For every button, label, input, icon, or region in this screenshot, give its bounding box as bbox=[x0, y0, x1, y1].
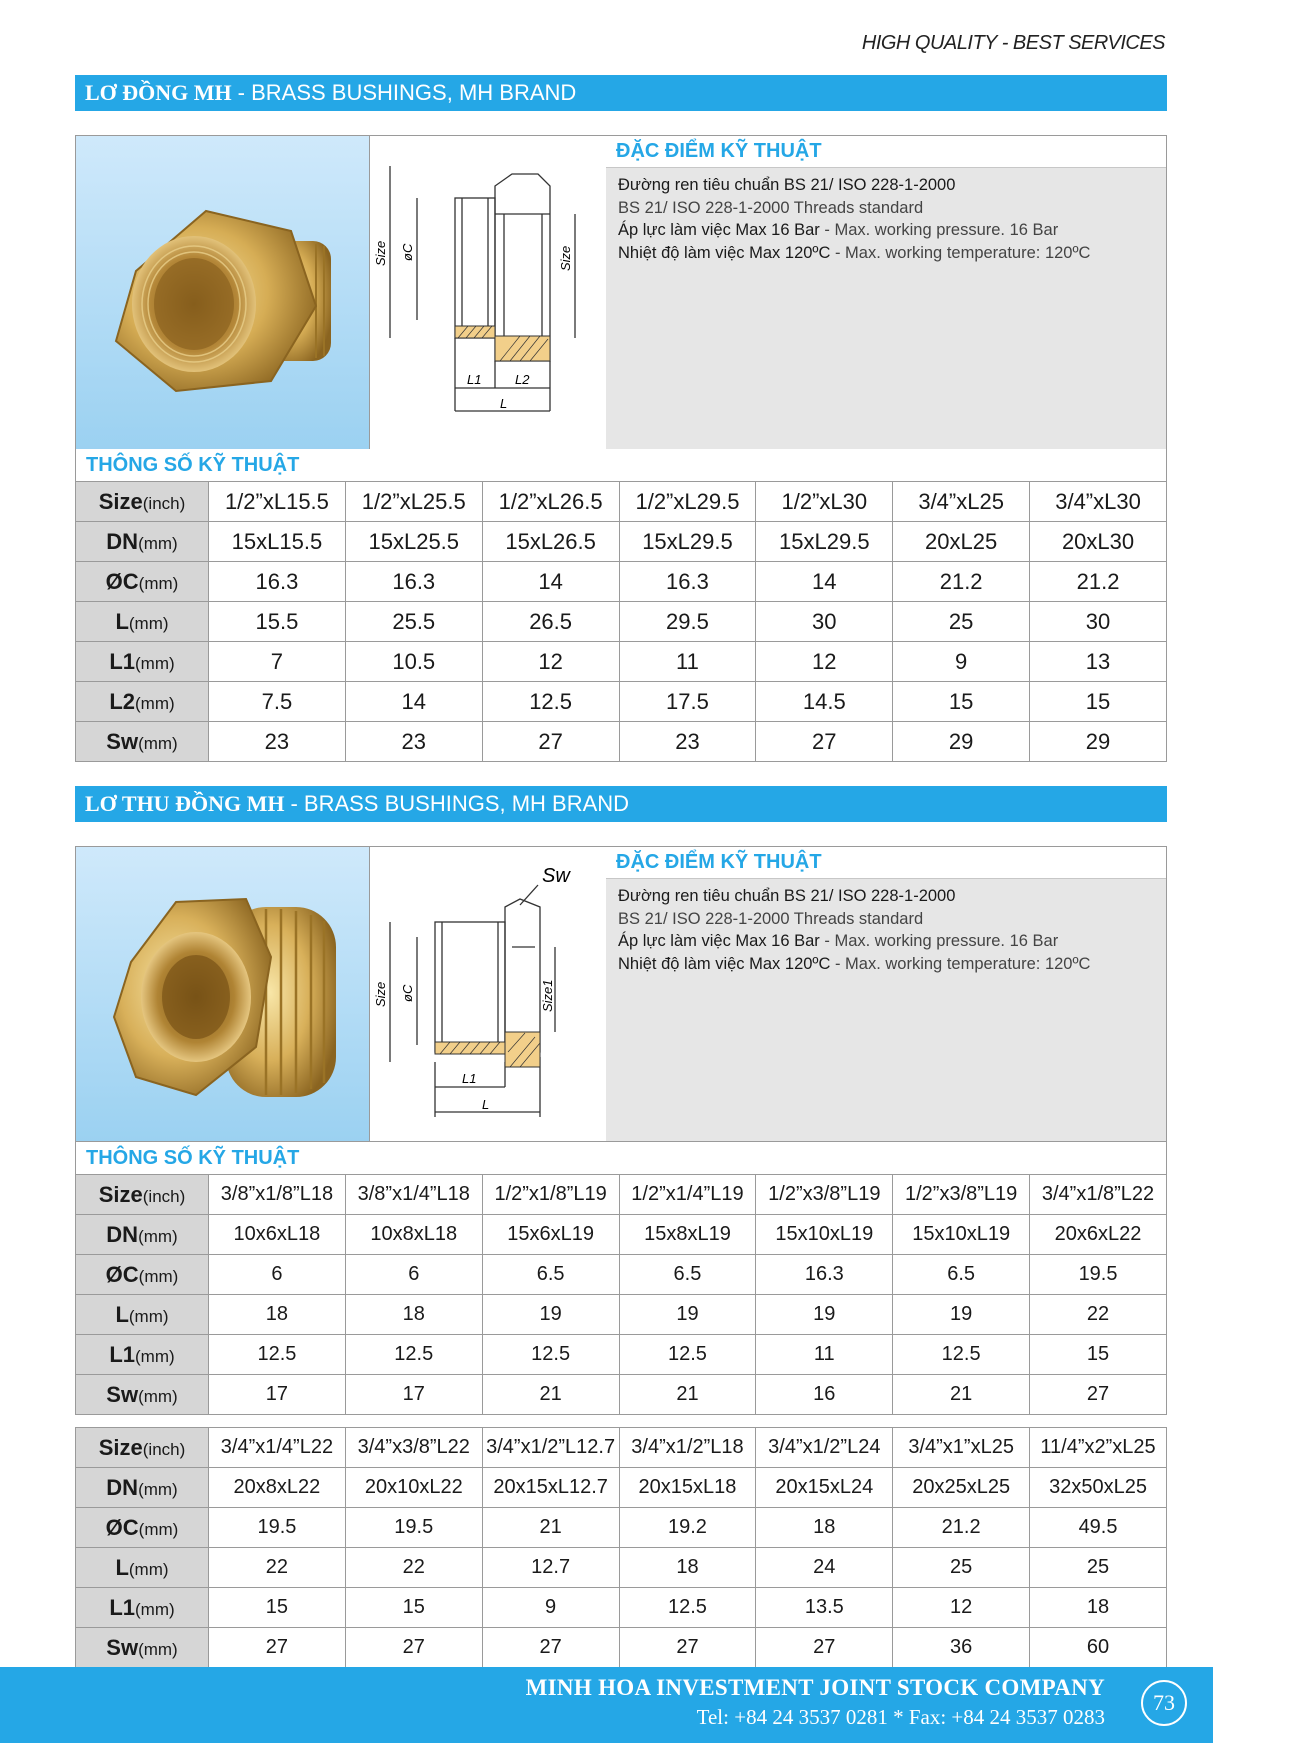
dim-l1: L1 bbox=[462, 1071, 477, 1086]
table-cell: 20x15xL18 bbox=[619, 1468, 756, 1508]
table-cell: 15x10xL19 bbox=[756, 1215, 893, 1255]
bushing-dimension-drawing bbox=[370, 136, 606, 450]
table-cell: 20x6xL22 bbox=[1030, 1215, 1167, 1255]
table-cell: 21 bbox=[893, 1375, 1030, 1415]
row-label-name: Sw bbox=[106, 1381, 139, 1407]
table-cell: 49.5 bbox=[1030, 1508, 1167, 1548]
table-cell: 20x25xL25 bbox=[893, 1468, 1030, 1508]
row-label bbox=[76, 1375, 209, 1415]
table-cell: 9 bbox=[482, 1588, 619, 1628]
section1-spec-title: ĐẶC ĐIỂM KỸ THUẬT bbox=[606, 136, 1166, 168]
section1-product-panel bbox=[75, 135, 1167, 451]
table-cell: 6 bbox=[345, 1255, 482, 1295]
row-label-name: Sw bbox=[106, 1634, 139, 1660]
table-row bbox=[76, 1628, 1167, 1668]
table-cell: 15 bbox=[1030, 682, 1167, 722]
table-cell: 19.5 bbox=[209, 1508, 346, 1548]
table-cell: 10x8xL18 bbox=[345, 1215, 482, 1255]
table-cell: 15xL29.5 bbox=[619, 522, 756, 562]
spec-line-vn: Áp lực làm việc Max 16 Bar bbox=[618, 221, 820, 239]
table-cell: 25 bbox=[1030, 1548, 1167, 1588]
row-label-unit: (mm) bbox=[128, 1559, 169, 1579]
row-label-name: Size bbox=[98, 1434, 143, 1460]
table-cell: 21.2 bbox=[1030, 562, 1167, 602]
row-label-unit: (mm) bbox=[135, 1346, 175, 1366]
row-label-name: ØC bbox=[105, 1261, 139, 1287]
spec-line-vn: Đường ren tiêu chuẩn BS 21/ ISO 228-1-2000 bbox=[618, 887, 956, 905]
table-cell: 1/2”xL15.5 bbox=[209, 482, 346, 522]
table-cell: 12.5 bbox=[482, 682, 619, 722]
row-label-name: DN bbox=[106, 1474, 139, 1500]
section2-params-title: THÔNG SỐ KỸ THUẬT bbox=[75, 1142, 1167, 1174]
spec-line bbox=[618, 908, 1154, 931]
table-cell: 3/4”x1/2”L12.7 bbox=[482, 1428, 619, 1468]
table-cell: 19.2 bbox=[619, 1508, 756, 1548]
table-row bbox=[76, 522, 1167, 562]
table-cell: 9 bbox=[893, 642, 1030, 682]
table-row bbox=[76, 1588, 1167, 1628]
spec-line-en: - Max. working pressure. 16 Bar bbox=[819, 221, 1059, 239]
row-label-unit: (mm) bbox=[138, 1386, 178, 1406]
table-cell: 3/4”x1/2”L18 bbox=[619, 1428, 756, 1468]
row-label-unit: (mm) bbox=[138, 533, 178, 553]
row-label bbox=[76, 602, 209, 642]
section1-product-photo bbox=[76, 136, 369, 450]
table-cell: 11 bbox=[619, 642, 756, 682]
table-cell: 15 bbox=[1030, 1335, 1167, 1375]
spec-line-en: BS 21/ ISO 228-1-2000 Threads standard bbox=[618, 909, 924, 928]
table-cell: 16 bbox=[756, 1375, 893, 1415]
table-cell: 1/2”xL25.5 bbox=[345, 482, 482, 522]
table-row bbox=[76, 1255, 1167, 1295]
section1-title-bar bbox=[75, 75, 1167, 111]
section2-spec-panel bbox=[606, 847, 1166, 1141]
table-cell: 15.5 bbox=[209, 602, 346, 642]
table-cell: 20x15xL12.7 bbox=[482, 1468, 619, 1508]
section2-spec-table-b bbox=[75, 1427, 1167, 1668]
table-cell: 1/2”x1/4”L19 bbox=[619, 1175, 756, 1215]
section2-title-en: - BRASS BUSHINGS, MH BRAND bbox=[290, 791, 630, 816]
row-label-unit: (mm) bbox=[138, 1519, 179, 1539]
table-row bbox=[76, 682, 1167, 722]
table-cell: 12 bbox=[893, 1588, 1030, 1628]
table-cell: 20x15xL24 bbox=[756, 1468, 893, 1508]
table-cell: 12.5 bbox=[893, 1335, 1030, 1375]
row-label bbox=[76, 562, 209, 602]
spec-line bbox=[618, 197, 1154, 220]
table-row bbox=[76, 482, 1167, 522]
dim-oc: øC bbox=[400, 243, 415, 261]
table-cell: 18 bbox=[619, 1548, 756, 1588]
table-cell: 14 bbox=[756, 562, 893, 602]
row-label bbox=[76, 1548, 209, 1588]
table-cell: 27 bbox=[1030, 1375, 1167, 1415]
row-label-name: L2 bbox=[109, 688, 136, 714]
spec-line bbox=[618, 242, 1154, 265]
table-cell: 19 bbox=[619, 1295, 756, 1335]
table-cell: 3/8”x1/4”L18 bbox=[345, 1175, 482, 1215]
section2-spec-table-a bbox=[75, 1174, 1167, 1415]
table-cell: 3/4”x3/8”L22 bbox=[345, 1428, 482, 1468]
table-cell: 12.5 bbox=[619, 1335, 756, 1375]
brass-reducing-bushing-photo bbox=[76, 847, 369, 1141]
row-label-unit: (inch) bbox=[142, 1186, 186, 1206]
row-label bbox=[76, 722, 209, 762]
table-cell: 19.5 bbox=[345, 1508, 482, 1548]
table-cell: 22 bbox=[1030, 1295, 1167, 1335]
section2-title-vn: LƠ THU ĐỒNG MH bbox=[85, 791, 285, 816]
table-cell: 12.5 bbox=[619, 1588, 756, 1628]
table-cell: 20x10xL22 bbox=[345, 1468, 482, 1508]
row-label-name: L1 bbox=[109, 1341, 136, 1367]
table-cell: 18 bbox=[1030, 1588, 1167, 1628]
table-cell: 29 bbox=[1030, 722, 1167, 762]
dim-l1: L1 bbox=[467, 372, 482, 387]
table-row bbox=[76, 1468, 1167, 1508]
spec-line bbox=[618, 930, 1154, 953]
table-cell: 22 bbox=[209, 1548, 346, 1588]
row-label bbox=[76, 1468, 209, 1508]
table-cell: 16.3 bbox=[345, 562, 482, 602]
row-label-name: Size bbox=[98, 1181, 143, 1207]
spec-line bbox=[618, 174, 1154, 197]
section1-title-vn: LƠ ĐỒNG MH bbox=[85, 80, 232, 105]
row-label-unit: (mm) bbox=[138, 1266, 179, 1286]
table-row bbox=[76, 1508, 1167, 1548]
table-row bbox=[76, 1375, 1167, 1415]
table-cell: 25.5 bbox=[345, 602, 482, 642]
row-label-name: ØC bbox=[105, 1514, 139, 1540]
header-tagline: HIGH QUALITY - BEST SERVICES bbox=[861, 32, 1165, 54]
section1-spec-panel bbox=[606, 136, 1166, 450]
table-cell: 13 bbox=[1030, 642, 1167, 682]
table-cell: 3/4”xL25 bbox=[893, 482, 1030, 522]
row-label bbox=[76, 1295, 209, 1335]
table-cell: 21 bbox=[482, 1375, 619, 1415]
table-cell: 12.5 bbox=[209, 1335, 346, 1375]
row-label-unit: (mm) bbox=[128, 1306, 169, 1326]
table-row bbox=[76, 642, 1167, 682]
table-cell: 15x6xL19 bbox=[482, 1215, 619, 1255]
table-cell: 24 bbox=[756, 1548, 893, 1588]
table-cell: 27 bbox=[756, 1628, 893, 1668]
row-label-unit: (mm) bbox=[135, 1599, 175, 1619]
table-cell: 3/4”x1/8”L22 bbox=[1030, 1175, 1167, 1215]
table-cell: 14 bbox=[482, 562, 619, 602]
table-cell: 27 bbox=[209, 1628, 346, 1668]
table-row bbox=[76, 602, 1167, 642]
row-label-name: DN bbox=[106, 528, 139, 554]
table-cell: 21 bbox=[482, 1508, 619, 1548]
row-label-unit: (mm) bbox=[135, 693, 175, 713]
table-cell: 16.3 bbox=[209, 562, 346, 602]
table-cell: 1/2”xL26.5 bbox=[482, 482, 619, 522]
table-cell: 15 bbox=[209, 1588, 346, 1628]
brass-bushing-photo bbox=[76, 136, 369, 450]
row-label-name: L bbox=[115, 1301, 129, 1327]
table-row bbox=[76, 1215, 1167, 1255]
dim-l: L bbox=[482, 1097, 490, 1112]
row-label-name: ØC bbox=[105, 568, 139, 594]
reducing-bushing-dimension-drawing bbox=[370, 847, 606, 1141]
table-cell: 30 bbox=[1030, 602, 1167, 642]
table-cell: 14 bbox=[345, 682, 482, 722]
table-cell: 15 bbox=[345, 1588, 482, 1628]
table-cell: 21.2 bbox=[893, 1508, 1030, 1548]
table-cell: 23 bbox=[345, 722, 482, 762]
dim-size: Size bbox=[373, 981, 388, 1007]
section1-params-title: THÔNG SỐ KỸ THUẬT bbox=[75, 449, 1167, 481]
dim-l: L bbox=[500, 396, 508, 411]
table-cell: 27 bbox=[619, 1628, 756, 1668]
table-cell: 1/2”x3/8”L19 bbox=[756, 1175, 893, 1215]
spec-line-en: - Max. working pressure. 16 Bar bbox=[819, 932, 1059, 950]
row-label bbox=[76, 1255, 209, 1295]
row-label bbox=[76, 1215, 209, 1255]
table-row bbox=[76, 1175, 1167, 1215]
table-cell: 29.5 bbox=[619, 602, 756, 642]
row-label-unit: (inch) bbox=[142, 1439, 186, 1459]
dim-size1: Size1 bbox=[540, 979, 555, 1012]
row-label-unit: (mm) bbox=[138, 733, 178, 753]
spec-line-vn: Áp lực làm việc Max 16 Bar bbox=[618, 932, 820, 950]
table-cell: 6.5 bbox=[619, 1255, 756, 1295]
table-cell: 13.5 bbox=[756, 1588, 893, 1628]
row-label bbox=[76, 482, 209, 522]
row-label-name: Size bbox=[98, 488, 143, 514]
spec-line-en: - Max. working temperature: 120ºC bbox=[830, 243, 1091, 262]
spec-line bbox=[618, 885, 1154, 908]
table-cell: 12.5 bbox=[482, 1335, 619, 1375]
table-cell: 16.3 bbox=[756, 1255, 893, 1295]
table-cell: 15xL15.5 bbox=[209, 522, 346, 562]
table-cell: 20x8xL22 bbox=[209, 1468, 346, 1508]
table-cell: 7 bbox=[209, 642, 346, 682]
table-cell: 36 bbox=[893, 1628, 1030, 1668]
table-cell: 20xL30 bbox=[1030, 522, 1167, 562]
page-number: 73 bbox=[1141, 1680, 1187, 1726]
row-label-unit: (mm) bbox=[135, 653, 175, 673]
spec-line-vn: Nhiệt độ làm việc Max 120ºC bbox=[618, 243, 831, 262]
spec-line-en: - Max. working temperature: 120ºC bbox=[830, 954, 1091, 973]
table-cell: 15xL26.5 bbox=[482, 522, 619, 562]
table-row bbox=[76, 1428, 1167, 1468]
row-label-name: DN bbox=[106, 1221, 139, 1247]
footer-contact: Tel: +84 24 3537 0281 * Fax: +84 24 3537 0283 bbox=[696, 1705, 1105, 1729]
table-cell: 7.5 bbox=[209, 682, 346, 722]
table-cell: 17.5 bbox=[619, 682, 756, 722]
section1-technical-drawing bbox=[369, 136, 607, 450]
table-cell: 17 bbox=[345, 1375, 482, 1415]
dim-size-right: Size bbox=[558, 245, 573, 271]
table-cell: 25 bbox=[893, 602, 1030, 642]
row-label bbox=[76, 1335, 209, 1375]
table-cell: 3/4”x1/4”L22 bbox=[209, 1428, 346, 1468]
table-cell: 21.2 bbox=[893, 562, 1030, 602]
row-label bbox=[76, 1175, 209, 1215]
table-cell: 23 bbox=[619, 722, 756, 762]
table-cell: 15 bbox=[893, 682, 1030, 722]
footer bbox=[0, 1667, 1213, 1743]
table-cell: 60 bbox=[1030, 1628, 1167, 1668]
row-label bbox=[76, 1428, 209, 1468]
table-cell: 1/2”x1/8”L19 bbox=[482, 1175, 619, 1215]
table-cell: 1/2”xL29.5 bbox=[619, 482, 756, 522]
table-cell: 32x50xL25 bbox=[1030, 1468, 1167, 1508]
row-label bbox=[76, 522, 209, 562]
table-cell: 23 bbox=[209, 722, 346, 762]
table-cell: 12.7 bbox=[482, 1548, 619, 1588]
row-label-unit: (mm) bbox=[128, 613, 169, 633]
row-label bbox=[76, 642, 209, 682]
table-cell: 11/4”x2”xL25 bbox=[1030, 1428, 1167, 1468]
table-cell: 25 bbox=[893, 1548, 1030, 1588]
table-cell: 18 bbox=[345, 1295, 482, 1335]
table-cell: 19 bbox=[893, 1295, 1030, 1335]
table-cell: 3/4”x1/2”L24 bbox=[756, 1428, 893, 1468]
row-label bbox=[76, 1588, 209, 1628]
table-cell: 20xL25 bbox=[893, 522, 1030, 562]
table-cell: 12.5 bbox=[345, 1335, 482, 1375]
spec-line bbox=[618, 953, 1154, 976]
section2-title-bar bbox=[75, 786, 1167, 822]
table-cell: 15xL29.5 bbox=[756, 522, 893, 562]
table-cell: 18 bbox=[756, 1508, 893, 1548]
table-cell: 27 bbox=[345, 1628, 482, 1668]
table-cell: 27 bbox=[482, 722, 619, 762]
spec-line-vn: Đường ren tiêu chuẩn BS 21/ ISO 228-1-2000 bbox=[618, 176, 956, 194]
row-label-unit: (mm) bbox=[138, 1226, 178, 1246]
row-label-name: L bbox=[115, 1554, 129, 1580]
row-label-name: L1 bbox=[109, 648, 136, 674]
footer-company: MINH HOA INVESTMENT JOINT STOCK COMPANY bbox=[525, 1675, 1105, 1700]
row-label-unit: (mm) bbox=[138, 573, 179, 593]
table-cell: 27 bbox=[756, 722, 893, 762]
table-cell: 21 bbox=[619, 1375, 756, 1415]
table-cell: 15x10xL19 bbox=[893, 1215, 1030, 1255]
table-cell: 17 bbox=[209, 1375, 346, 1415]
table-cell: 22 bbox=[345, 1548, 482, 1588]
table-cell: 16.3 bbox=[619, 562, 756, 602]
table-cell: 19 bbox=[756, 1295, 893, 1335]
table-cell: 11 bbox=[756, 1335, 893, 1375]
section2-spec-title: ĐẶC ĐIỂM KỸ THUẬT bbox=[606, 847, 1166, 879]
table-cell: 12 bbox=[482, 642, 619, 682]
row-label-name: Sw bbox=[106, 728, 139, 754]
table-row bbox=[76, 1548, 1167, 1588]
table-cell: 15x8xL19 bbox=[619, 1215, 756, 1255]
spec-line-vn: Nhiệt độ làm việc Max 120ºC bbox=[618, 954, 831, 973]
table-cell: 6 bbox=[209, 1255, 346, 1295]
section2-product-panel bbox=[75, 846, 1167, 1142]
section2-product-photo bbox=[76, 847, 369, 1141]
table-cell: 1/2”xL30 bbox=[756, 482, 893, 522]
section2-technical-drawing bbox=[369, 847, 607, 1141]
table-cell: 6.5 bbox=[482, 1255, 619, 1295]
table-row bbox=[76, 1295, 1167, 1335]
table-cell: 3/4”x1”xL25 bbox=[893, 1428, 1030, 1468]
spec-line-en: BS 21/ ISO 228-1-2000 Threads standard bbox=[618, 198, 924, 217]
row-label bbox=[76, 1508, 209, 1548]
row-label bbox=[76, 1628, 209, 1668]
table-row bbox=[76, 722, 1167, 762]
table-cell: 10.5 bbox=[345, 642, 482, 682]
table-row bbox=[76, 562, 1167, 602]
dim-oc: øC bbox=[400, 984, 415, 1002]
section1-title-en: - BRASS BUSHINGS, MH BRAND bbox=[237, 80, 577, 105]
spec-line bbox=[618, 219, 1154, 242]
section1-spec-table bbox=[75, 481, 1167, 762]
dim-size-left: Size bbox=[373, 240, 388, 266]
table-cell: 3/8”x1/8”L18 bbox=[209, 1175, 346, 1215]
table-cell: 19.5 bbox=[1030, 1255, 1167, 1295]
table-cell: 30 bbox=[756, 602, 893, 642]
row-label bbox=[76, 682, 209, 722]
table-cell: 19 bbox=[482, 1295, 619, 1335]
table-cell: 27 bbox=[482, 1628, 619, 1668]
table-row bbox=[76, 1335, 1167, 1375]
table-cell: 10x6xL18 bbox=[209, 1215, 346, 1255]
table-cell: 15xL25.5 bbox=[345, 522, 482, 562]
table-cell: 26.5 bbox=[482, 602, 619, 642]
row-label-name: L bbox=[115, 608, 129, 634]
row-label-name: L1 bbox=[109, 1594, 136, 1620]
table-cell: 18 bbox=[209, 1295, 346, 1335]
table-cell: 14.5 bbox=[756, 682, 893, 722]
table-cell: 6.5 bbox=[893, 1255, 1030, 1295]
table-cell: 3/4”xL30 bbox=[1030, 482, 1167, 522]
row-label-unit: (mm) bbox=[138, 1479, 178, 1499]
row-label-unit: (inch) bbox=[142, 493, 186, 513]
table-cell: 29 bbox=[893, 722, 1030, 762]
dim-l2: L2 bbox=[515, 372, 530, 387]
table-cell: 1/2”x3/8”L19 bbox=[893, 1175, 1030, 1215]
row-label-unit: (mm) bbox=[138, 1639, 178, 1659]
dim-sw: Sw bbox=[542, 865, 570, 887]
table-cell: 12 bbox=[756, 642, 893, 682]
